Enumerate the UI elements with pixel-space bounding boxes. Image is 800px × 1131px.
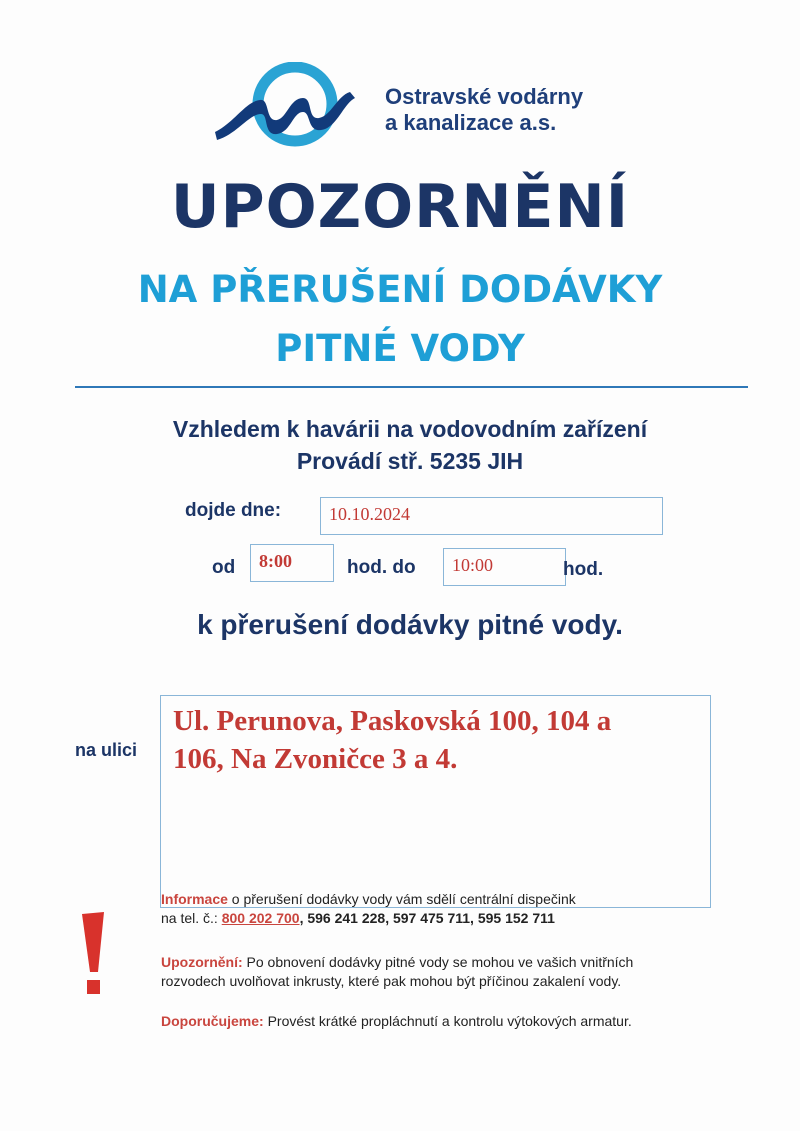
page-title: UPOZORNĚNÍ — [170, 172, 630, 242]
warning-block — [161, 953, 633, 991]
street-value — [173, 702, 611, 778]
company-name-line1: Ostravské vodárny — [385, 84, 584, 109]
from-time-field: 8:00 — [250, 544, 334, 582]
date-label: dojde dne: — [185, 500, 282, 521]
from-label: od — [212, 557, 236, 578]
street-value-line1: Ul. Perunova, Paskovská 100, 104 a — [173, 705, 612, 737]
recommend-heading: Doporučujeme: — [161, 1013, 264, 1029]
reason-line1: Vzhledem k havárii na vodovodním zařízení — [172, 416, 648, 442]
warning-text-line2: rozvodech uvolňovat inkrusty, které pak mohou být příčinou zakalení vody. — [161, 973, 622, 989]
recommend-text: Provést krátké propláchnutí a kontrolu výtokových armatur. — [263, 1013, 632, 1029]
company-name-line2: a kanalizace a.s. — [385, 110, 557, 135]
exclamation-icon — [78, 908, 108, 998]
info-block — [161, 890, 576, 928]
phone-others: , 596 241 228, 597 475 711, 595 152 711 — [299, 910, 555, 926]
street-label: na ulici — [75, 740, 138, 760]
subtitle-line2: PITNÉ VODY — [275, 327, 525, 370]
to-time-field: 10:00 — [443, 548, 566, 586]
hours-label: hod. — [563, 559, 604, 580]
divider — [75, 386, 748, 388]
date-field: 10.10.2024 — [320, 497, 663, 535]
phone-prefix: na tel. č.: — [161, 910, 222, 926]
to-label: hod. do — [347, 557, 416, 578]
street-value-line2: 106, Na Zvoničce 3 a 4. — [173, 743, 458, 775]
interruption-text: k přerušení dodávky pitné vody. — [197, 609, 623, 640]
reason-line2: Provádí stř. 5235 JIH — [296, 448, 524, 474]
recommend-block — [161, 1012, 632, 1031]
warning-text-line1: Po obnovení dodávky pitné vody se mohou ve vašich vnitřních — [242, 954, 634, 970]
company-logo-icon — [215, 62, 375, 152]
phone-main-link[interactable]: 800 202 700 — [221, 910, 300, 926]
warning-heading: Upozornění: — [161, 954, 243, 970]
subtitle-line1: NA PŘERUŠENÍ DODÁVKY — [137, 268, 663, 311]
info-heading: Informace — [161, 891, 228, 907]
info-text: o přerušení dodávky vody vám sdělí centrální dispečink — [227, 891, 576, 907]
